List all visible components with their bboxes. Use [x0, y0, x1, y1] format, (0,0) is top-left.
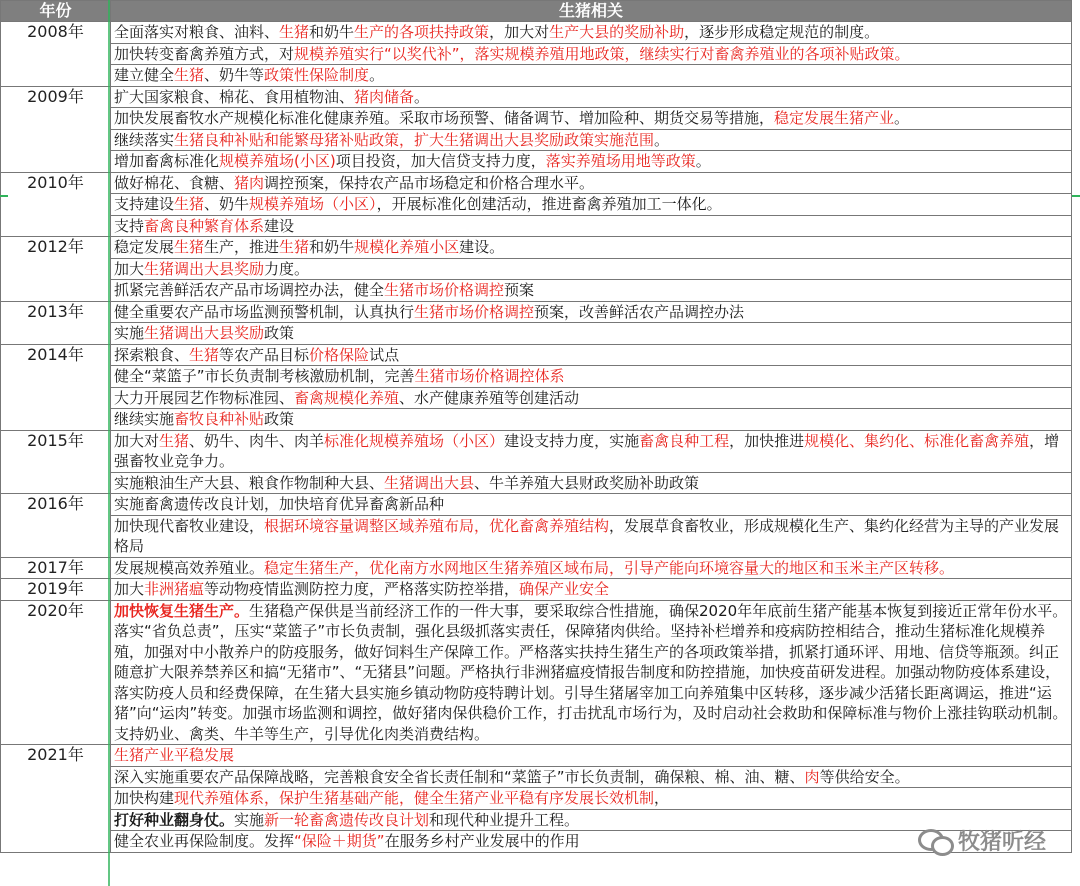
- row-marker-left: [0, 195, 8, 197]
- highlighted-text: 加快恢复生猪生产。: [114, 601, 250, 620]
- policy-cell: [111, 258, 1072, 280]
- policy-cell: [111, 172, 1072, 194]
- policy-cell: [111, 788, 1072, 810]
- highlighted-text: 生猪: [189, 345, 220, 364]
- policy-text: 加大: [114, 580, 145, 598]
- highlighted-text: 生猪市场价格调控: [384, 281, 505, 299]
- table-row: [1, 788, 1072, 810]
- year-cell: 2020年: [1, 600, 111, 745]
- column-divider-highlight: [108, 0, 110, 886]
- policy-text: 和奶牛: [309, 238, 355, 256]
- policy-cell: [111, 366, 1072, 388]
- table-row: [1, 301, 1072, 323]
- highlighted-text: 标准化规模养殖场（小区）: [324, 431, 505, 450]
- policy-cell: [111, 387, 1072, 409]
- highlighted-text: 畜禽规模化养殖: [294, 388, 400, 407]
- highlighted-text: 根据环境容量调整区域养殖布局，优化畜禽养殖结构: [264, 516, 610, 535]
- highlighted-text: 新一轮畜禽遗传改良计划: [264, 810, 430, 829]
- wechat-icon: [918, 827, 952, 855]
- policy-text: 实施畜禽遗传改良计划，加快培育优异畜禽新品种: [114, 495, 445, 513]
- table-row: [1, 280, 1072, 302]
- highlighted-text: 生猪: [174, 195, 205, 213]
- table-row: [1, 472, 1072, 494]
- highlighted-text: 生猪市场价格调控: [414, 302, 535, 321]
- policy-text: 生产，推进: [204, 238, 280, 256]
- policy-text: 实施: [234, 810, 265, 829]
- policy-text: 建设支持力度，实施: [504, 431, 640, 450]
- policy-cell: [111, 745, 1072, 767]
- policy-cell: [111, 472, 1072, 494]
- policy-text: 继续实施: [114, 410, 175, 428]
- policy-text: 等供给安全。: [819, 767, 910, 786]
- year-cell: 2008年: [1, 22, 111, 87]
- year-cell: 2010年: [1, 172, 111, 237]
- table-row: [1, 494, 1072, 516]
- policy-text: 扩大国家粮食、棉花、食用植物油、: [114, 87, 355, 106]
- policy-text: 探索粮食、: [114, 345, 190, 364]
- highlighted-text: 稳定发展生猪产业: [774, 109, 895, 127]
- policy-text: 。: [695, 152, 711, 170]
- table-row: [1, 409, 1072, 431]
- policy-text: 加快发展畜牧水产规模化标准化健康养殖。采取市场预警、储备调节、增加险种、期货交易等措施，: [114, 109, 775, 127]
- policy-text: 、水产健康养殖等创建活动: [399, 388, 580, 407]
- highlighted-text: 规模化养殖小区: [354, 238, 460, 256]
- policy-text: 政策: [264, 324, 295, 342]
- year-cell: 2016年: [1, 494, 111, 558]
- policy-text: ，加快推进: [729, 431, 805, 450]
- highlighted-text: 现代养殖体系，保护生猪基础产能，健全生猪产业平稳有序发展长效机制: [174, 789, 655, 807]
- policy-text: 。: [369, 66, 385, 84]
- policy-text: 增加畜禽标准化: [114, 152, 220, 170]
- policy-text: 支持: [114, 216, 145, 235]
- policy-cell: [111, 280, 1072, 302]
- policy-cell: [111, 86, 1072, 108]
- table-row: [1, 557, 1072, 579]
- policy-text: 稳定发展: [114, 238, 175, 256]
- policy-text: 支持建设: [114, 195, 175, 213]
- highlighted-text: 价格保险: [309, 345, 370, 364]
- policy-cell: [111, 237, 1072, 259]
- policy-cell: [111, 766, 1072, 788]
- policy-cell: [111, 409, 1072, 431]
- highlighted-text: 猪肉储备: [354, 87, 415, 106]
- policy-text: 、奶牛: [204, 195, 250, 213]
- policy-text: 健全重要农产品市场监测预警机制，认真执行: [114, 302, 415, 321]
- table-row: [1, 258, 1072, 280]
- highlighted-text: 生产大县的奖励补助: [549, 23, 685, 41]
- policy-text: 加大: [114, 259, 145, 278]
- table-row: [1, 387, 1072, 409]
- highlighted-text: 畜禽良种工程: [639, 431, 730, 450]
- table-row: [1, 43, 1072, 65]
- highlighted-text: 生猪: [174, 66, 205, 84]
- policy-text: 发展规模高效养殖业。: [114, 558, 265, 577]
- highlighted-text: 猪肉: [234, 173, 265, 192]
- policy-text: 加大对: [114, 431, 160, 450]
- table-row: [1, 86, 1072, 108]
- policy-text: 项目投资，加大信贷支持力度，: [335, 152, 546, 170]
- year-cell: 2012年: [1, 237, 111, 302]
- highlighted-text: 稳定生猪生产，优化南方水网地区生猪养殖区域布局，引导产能向环境容量大的地区和玉米主产区转移。: [264, 558, 955, 577]
- policy-text: 深入实施重要农产品保障战略，完善粮食安全省长责任制和“菜篮子”市长负责制，确保粮、棉、油、糖、: [114, 767, 805, 786]
- table-row: [1, 831, 1072, 853]
- policy-text: 和奶牛: [309, 23, 355, 41]
- policy-cell: [111, 215, 1072, 237]
- table-row: [1, 129, 1072, 151]
- policy-text: 建设: [264, 216, 295, 235]
- policy-text: 做好棉花、食糖、: [114, 173, 235, 192]
- table-row: [1, 809, 1072, 831]
- highlighted-text: 生猪调出大县: [384, 473, 475, 492]
- highlighted-text: 规模养殖场(小区): [219, 152, 336, 170]
- policy-text: 健全“菜篮子”市长负责制考核激励机制，完善: [114, 367, 415, 385]
- table-row: [1, 579, 1072, 601]
- year-column-header: 年份: [1, 1, 111, 22]
- policy-cell: [111, 494, 1072, 516]
- policy-text: ，发展草食畜牧业，形成规模化生产、集约化经营为主导的产业发展格局: [114, 516, 1060, 555]
- year-cell: 2021年: [1, 745, 111, 853]
- policy-text: 预案: [504, 281, 535, 299]
- table-row: [1, 600, 1072, 745]
- table-row: [1, 237, 1072, 259]
- policy-text: 生猪稳产保供是当前经济工作的一件大事，要采取综合性措施，确保2020年年底前生猪产能基本恢复到接近正常年份水平。落实“省负总责”，压实“菜篮子”市长负责制，强化县级抓落实责任，保障猪肉供给。坚持补栏增养和疫病防控相结合，推动生猪标准化规模养殖，加强对中小散养户的防疫服务，做好饲料生产保障工作。严格落实扶持生猪生产的各项政策举措，抓紧打通环评、用地、信贷等瓶颈。纠正随意扩大限养禁养区和搞“无猪市”、“无猪县”问题。严格执行非洲猪瘟疫情报告制度和防控措施，加快疫苗研发进程。加强动物防疫体系建设，落实防疫人员和经费保障，在生猪大县实施乡镇动物防疫特聘计划。引导生猪屠宰加工向养殖集中区转移，逐步减少活猪长距离调运，推进“运猪”向“运肉”转变。加强市场监测和调控，做好猪肉保供稳价工作，打击扰乱市场行为，及时启动社会救助和保障标准与物价上涨挂钩联动机制。支持奶业、禽类、牛羊等生产，引导优化肉类消费结构。: [114, 601, 1068, 743]
- policy-text: 抓紧完善鲜活农产品市场调控办法，健全: [114, 281, 385, 299]
- highlighted-text: 生猪良种补贴和能繁母猪补贴政策，扩大生猪调出大县奖励政策实施范围: [174, 130, 655, 149]
- content-column-header: 生猪相关: [111, 1, 1072, 22]
- policy-cell: [111, 579, 1072, 601]
- watermark-text: 牧猪听经: [957, 830, 1046, 855]
- policy-text: ，增强畜牧业竞争力。: [114, 431, 1060, 470]
- highlighted-text: 生猪: [174, 238, 205, 256]
- highlighted-text: 非洲猪瘟: [144, 580, 205, 598]
- policy-cell: [111, 65, 1072, 87]
- policy-text: 加快现代畜牧业建设，: [114, 516, 265, 535]
- table-row: [1, 194, 1072, 216]
- highlighted-text: 确保产业安全: [519, 580, 610, 598]
- policy-text: 大力开展园艺作物标准园、: [114, 388, 295, 407]
- table-row: [1, 22, 1072, 44]
- policy-text: 政策: [264, 410, 295, 428]
- policy-text: ，逐步形成稳定规范的制度。: [684, 23, 880, 41]
- highlighted-text: 政策性保险制度: [264, 66, 370, 84]
- table-row: [1, 151, 1072, 173]
- policy-cell: [111, 323, 1072, 345]
- table-body: [1, 22, 1072, 853]
- policy-text: ，加大对: [489, 23, 550, 41]
- highlighted-text: 规模化、集约化、标准化畜禽养殖: [804, 431, 1030, 450]
- highlighted-text: 生猪: [159, 431, 190, 450]
- year-cell: 2009年: [1, 86, 111, 172]
- policy-text: 预案，改善鲜活农产品调控办法: [534, 302, 745, 321]
- table-row: [1, 745, 1072, 767]
- policy-text: 和现代种业提升工程。: [429, 810, 580, 829]
- highlighted-text: 生产的各项扶持政策: [354, 23, 490, 41]
- policy-cell: [111, 301, 1072, 323]
- policy-cell: [111, 557, 1072, 579]
- policy-cell: [111, 108, 1072, 130]
- header-row: [1, 1, 1072, 22]
- year-cell: 2013年: [1, 301, 111, 344]
- table-row: [1, 65, 1072, 87]
- year-cell: 2019年: [1, 579, 111, 601]
- policy-cell: [111, 600, 1072, 745]
- policy-text: 建立健全: [114, 66, 175, 84]
- policy-cell: [111, 22, 1072, 44]
- year-cell: 2017年: [1, 557, 111, 579]
- policy-text: 。: [894, 109, 910, 127]
- highlighted-text: 生猪市场价格调控体系: [414, 367, 565, 385]
- year-cell: 2014年: [1, 344, 111, 430]
- highlighted-text: 畜牧良种补贴: [174, 410, 265, 428]
- highlighted-text: 生猪: [279, 23, 310, 41]
- table-row: [1, 215, 1072, 237]
- table-row: [1, 766, 1072, 788]
- policy-cell: [111, 344, 1072, 366]
- highlighted-text: 生猪调出大县奖励: [144, 259, 265, 278]
- policy-text: ，: [654, 789, 670, 807]
- policy-text: 实施: [114, 324, 145, 342]
- policy-cell: [111, 151, 1072, 173]
- highlighted-text: 规模养殖实行“以奖代补”，落实规模养殖用地政策，继续实行对畜禽养殖业的各项补贴政策。: [294, 44, 910, 63]
- policy-text: 等动物疫情监测防控力度，严格落实防控举措，: [204, 580, 520, 598]
- policy-text: 等农产品目标: [219, 345, 310, 364]
- table-row: [1, 323, 1072, 345]
- policy-text: 在服务乡村产业发展中的作用: [384, 832, 580, 850]
- policy-cell: [111, 430, 1072, 472]
- policy-cell: [111, 43, 1072, 65]
- highlighted-text: 规模养殖场（小区）: [249, 195, 377, 213]
- highlighted-text: 落实养殖场用地等政策: [545, 152, 696, 170]
- year-cell: 2015年: [1, 430, 111, 494]
- policy-text: 、奶牛、肉牛、肉羊: [189, 431, 325, 450]
- watermark: [918, 825, 1046, 856]
- policy-text: 。: [414, 87, 430, 106]
- policy-cell: [111, 194, 1072, 216]
- policy-text: 试点: [369, 345, 400, 364]
- table-row: [1, 108, 1072, 130]
- policy-text: 建设。: [459, 238, 505, 256]
- policy-text: ，开展标准化创建活动，推进畜禽养殖加工一体化。: [376, 195, 722, 213]
- policy-cell: [111, 515, 1072, 557]
- policy-cell: [111, 129, 1072, 151]
- policy-text: 。: [654, 130, 670, 149]
- policy-text: 加快构建: [114, 789, 175, 807]
- policy-text: 、牛羊养殖大县财政奖励补助政策: [474, 473, 700, 492]
- policy-text: 力度。: [264, 259, 310, 278]
- highlighted-text: 生猪产业平稳发展: [114, 746, 235, 764]
- policy-text: 健全农业再保险制度。发挥: [114, 832, 295, 850]
- policy-text: 打好种业翻身仗。: [114, 810, 235, 829]
- highlighted-text: 生猪: [279, 238, 310, 256]
- policy-text: 继续落实: [114, 130, 175, 149]
- highlighted-text: “保险＋期货”: [294, 832, 385, 850]
- row-marker-right: [1072, 195, 1080, 197]
- table-row: [1, 430, 1072, 472]
- policy-text: 全面落实对粮食、油料、: [114, 23, 280, 41]
- highlighted-text: 生猪调出大县奖励: [144, 324, 265, 342]
- table-row: [1, 515, 1072, 557]
- highlighted-text: 畜禽良种繁育体系: [144, 216, 265, 235]
- policy-text: 、奶牛等: [204, 66, 265, 84]
- policy-text: 实施粮油生产大县、粮食作物制种大县、: [114, 473, 385, 492]
- table-row: [1, 366, 1072, 388]
- highlighted-text: 肉: [804, 767, 820, 786]
- policy-text: 加快转变畜禽养殖方式，对: [114, 44, 295, 63]
- policy-text: 调控预案，保持农产品市场稳定和价格合理水平。: [264, 173, 595, 192]
- table-row: [1, 344, 1072, 366]
- table-row: [1, 172, 1072, 194]
